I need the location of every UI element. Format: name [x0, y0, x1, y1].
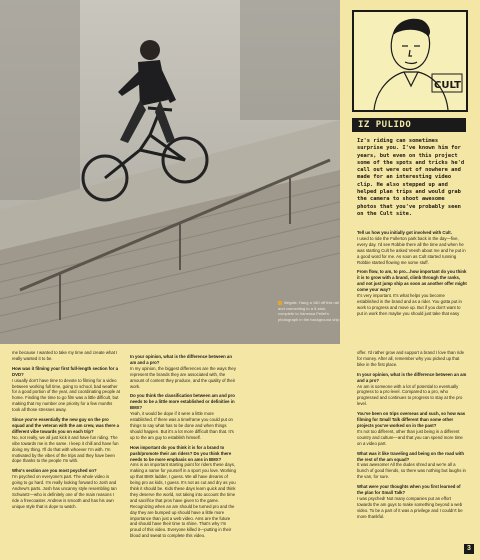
answer: I'm psyched on everyone's part. The whole video is going to go hard. I'm really looking forward to Josh and Andrew's parts. Josh has uncanny style resembling Ian Schwartz—who is definitely one of the main reasons I ride a freecoaster. Andrew is smooth and has his own unique style that is dope to watch. [12, 474, 117, 509]
answer: I was psyched! Not many companies put an effort towards the am guys to make something beyond a web video. To be a part of it was a privilege and I couldn't be more thankful. [357, 495, 463, 519]
svg-text:CULT: CULT [434, 80, 461, 91]
question: Since you're essentially the new guy on the pro squad and the veteran with the am crew, was there a different vibe towards you on each trip? [12, 417, 120, 434]
question: What were your thoughts when you first learned of the plan for Small Talk? [357, 484, 461, 496]
answer: offer. I'd rather grow and support a brand I love than ride for money. After all, remember why you picked up that bike in the first place. [357, 350, 465, 367]
answer: Yeah, it would be dope if it were a little more established. If there was a timeframe you could put on things to say what has to be done and when things should happen. But it's a lot more difficult than that. It's up to the am guy to establish himself. [130, 411, 234, 440]
rider-photo-illustration [0, 0, 340, 344]
portrait-drawing [354, 12, 466, 110]
answer: me because I wanted to take my time and create what I really wanted it to be. [12, 350, 118, 361]
question: What was it like traveling and being on the road with the rest of the am squad? [357, 450, 464, 462]
rider-name: IZ PULIDO [358, 120, 412, 130]
question: In your opinion, what is the difference between an am and a pro? [130, 354, 232, 365]
caption-marker [278, 301, 282, 305]
column-1 [12, 350, 120, 510]
question: From flow, to am, to pro…how important do you think it is to grow with a brand, climb through the ranks, and not just jump ship as soon as another offer might come your way? [357, 269, 467, 293]
question: How important do you think it is for a brand to push/promote their am riders? Do you think there needs to be more emphasis on ams in BMX? [130, 444, 232, 462]
column-2 [130, 350, 238, 539]
photo-caption [278, 300, 340, 322]
answer: No, not really, we all just kick it and have fun riding. The vibe towards me is the same. I keep it chill and have fun doing my thing. I'll do that with whoever I'm with. I'm motivated by the vibes of the trips and they have been dope thanks to the people I'm with. [12, 434, 119, 464]
answer: It's not too different, other than just being in a different country and culture—and that you can spend more time on a video part. [357, 428, 463, 446]
question: How was it filming your first full-length section for a DVD? [12, 365, 118, 377]
answer: It was awesome! All the dudes shred and we're all a bunch of good friends, so there was nothing but laughs in the van, for sure. [357, 462, 466, 480]
answer: An am is someone with a lot of potential to eventually progress to a pro level. Compared to a pro, who progressed and continues to progress to stay at the pro level. [357, 383, 463, 407]
answer: I used to ride the Fullerton park back in the day—five, every day. I'd see Robbie there all the time and when he was starting Cult he asked Veesh about me and he put in a good word for me. As soon as Cult started running Robbie started flowing me some stuff. [357, 235, 466, 265]
question: You've been on trips overseas and such, so how was filming for Small Talk different than some other projects you've worked on in the past? [357, 411, 466, 428]
question: Tell us how you initially got involved with Cult. [357, 230, 452, 235]
answer: In my opinion, the biggest differences are the ways they represent the brands they are associated with, the amount of content they produce, and the quality of their work. [130, 365, 236, 389]
column-3 [357, 350, 467, 520]
question: In your opinion, what is the difference between an am and a pro? [357, 371, 467, 383]
caption-text: Illégale. Hang a 180 off this rail and connecting to a 5-stair, complete to Vanessa Pellet's photograph in the background ship [278, 300, 340, 322]
rider-name-bar [352, 118, 466, 132]
right-column-qa [357, 226, 467, 317]
answer: I usually don't have time to devote to filming for a video between working full time, going to school, bad weather for a good portion of the year, and coordinating people at home. Finding the time to go film was a little difficult, but making that my number one priority for a few months took all those stresses away. [12, 377, 120, 413]
page-number: 3 [464, 544, 474, 554]
answer: Ams is an important starting point for riders these days, making a name for yourself in a sport you love. Working up that BMX ladder, I guess. We all have dreams of being pro as kids, I guess. It's not as cut and dry as you think it should be. Kids these days learn quick and think they deserve the world, not taking into account the time and sacrifice that pros have given to the game. Recognizing when an am should be turned pro and the day they are bumped up should have a little more importance than just a web video. Ams are the future and should have their time to shine. That's why I'm proud of this video. Everyone killed it—putting in their blood and sweat to complete this video. [130, 462, 236, 539]
question: Do you think the classification between am and pro needs to be a little more established or definitive in BMX? [130, 393, 235, 411]
portrait-illustration [352, 10, 468, 112]
question: Who's section are you most psyched on? [12, 468, 97, 474]
rider-photo [0, 0, 340, 344]
rider-intro: Iz's riding can sometimes surprise you. I've known him for years, but even on this project some of the spots and tricks he'd call out were out of nowhere and made for an interesting video clip. He also stepped up and helped plan trips and would grab the camera to shoot awesome photos that you've probably seen on the Cult site. [357, 138, 465, 217]
answer: It's very important. It's what helps you become established in the brand and as a rider. You gotta put in work to progress and move up. But if you don't want to put in work then maybe you should just take that easy [357, 293, 462, 316]
